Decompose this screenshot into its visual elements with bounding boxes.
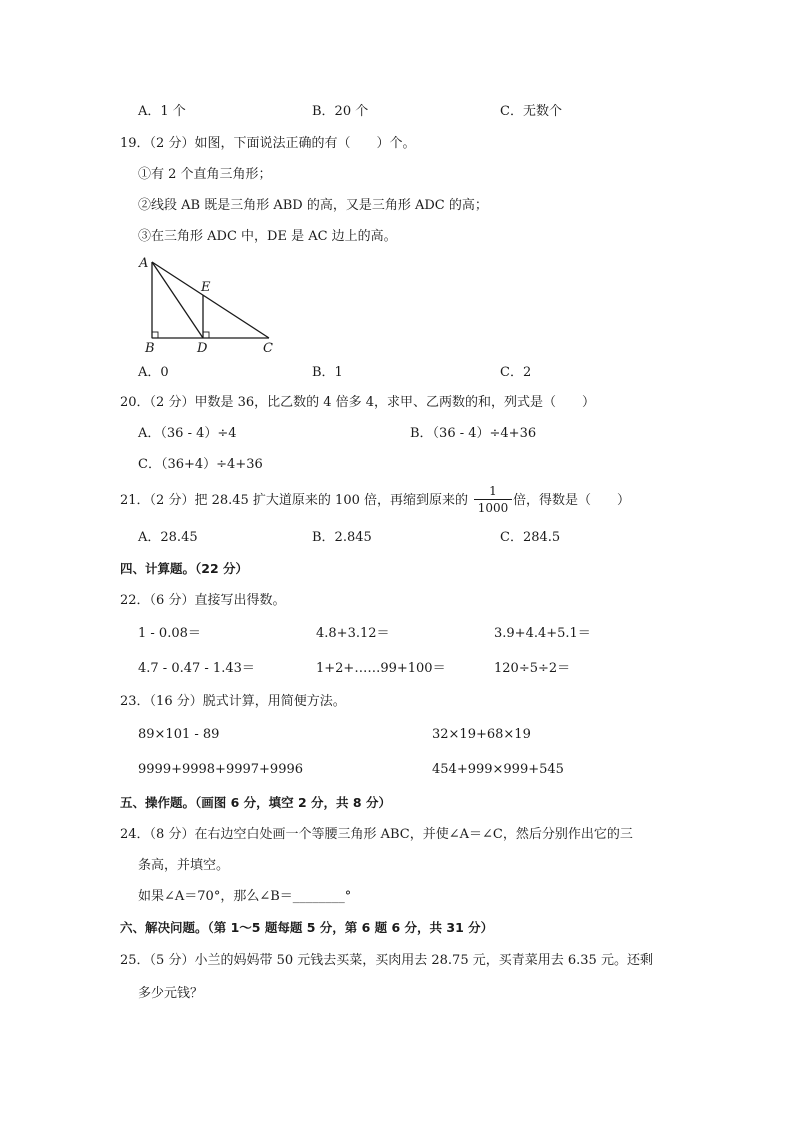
q22-stem: 22．（6 分）直接写出得数。 [120,593,286,608]
q20-option-c: C．（36+4）÷4+36 [138,457,263,472]
q23-item-3: 9999+9998+9997+9996 [138,762,304,777]
q24-line-2: 条高，并填空。 [138,858,230,873]
q23-item-4: 454+999×999+545 [432,762,564,777]
q21-fraction [474,484,512,515]
q22-item-5: 1+2+……99+100＝ [316,661,446,676]
q20-option-b: B．（36 - 4）÷4+36 [410,426,537,441]
q25-line-1: 25．（5 分）小兰的妈妈带 50 元钱去买菜，买肉用去 28.75 元，买青菜用去 6.35 元。还剩 [120,953,653,968]
q19-option-b: B．1 [312,365,343,380]
q19-stem: 19．（2 分）如图，下面说法正确的有（ ）个。 [120,136,416,151]
q19-option-a: A．0 [138,365,169,380]
label-C: C [263,341,273,356]
label-A: A [139,256,149,271]
q21-option-b: B．2.845 [312,530,372,545]
q22-item-3: 3.9+4.4+5.1＝ [494,626,591,641]
q21-stem-before: 21．（2 分）把 28.45 扩大道原来的 100 倍，再缩到原来的 [120,493,469,508]
q20-option-a: A．（36 - 4）÷4 [138,426,237,441]
q18-option-a: A．1 个 [138,104,186,119]
q24-fill-blank: 如果∠A＝70°，那么∠B＝________° [138,889,352,904]
q25-line-2: 多少元钱？ [138,986,204,1001]
q20-stem: 20．（2 分）甲数是 36，比乙数的 4 倍多 4，求甲、乙两数的和，列式是（ ） [120,395,596,410]
q21-option-a: A．28.45 [138,530,198,545]
q21-fraction-denominator: 1000 [477,501,509,515]
q18-option-c: C．无数个 [500,104,562,119]
q22-item-4: 4.7 - 0.47 - 1.43＝ [138,661,255,676]
label-E: E [201,280,211,295]
q21-fraction-bar [474,499,512,500]
section-6-heading: 六、解决问题。（第 1～5 题每题 5 分，第 6 题 6 分，共 31 分） [120,920,494,935]
q23-item-2: 32×19+68×19 [432,727,531,742]
q24-line-1: 24．（8 分）在右边空白处画一个等腰三角形 ABC，并使∠A＝∠C，然后分别作出它的三 [120,827,633,842]
q19-option-c: C．2 [500,365,532,380]
section-4-heading: 四、计算题。（22 分） [120,561,248,576]
section-5-heading: 五、操作题。（画图 6 分，填空 2 分，共 8 分） [120,795,391,810]
q18-option-b: B．20 个 [312,104,369,119]
q19-statement-1: ①有 2 个直角三角形； [138,167,272,182]
label-D: D [197,341,208,356]
q23-stem: 23．（16 分）脱式计算，用简便方法。 [120,694,346,709]
label-B: B [145,341,155,356]
q19-statement-3: ③在三角形 ADC 中，DE 是 AC 边上的高。 [138,229,397,244]
q21-fraction-numerator: 1 [489,484,497,498]
q23-item-1: 89×101 - 89 [138,727,220,742]
q21-stem-after: 倍，得数是（ ） [513,493,631,508]
q22-item-6: 120÷5÷2＝ [494,661,571,676]
q19-triangle-figure [135,252,285,358]
q21-option-c: C．284.5 [500,530,561,545]
q22-item-1: 1 - 0.08＝ [138,626,201,641]
q19-statement-2: ②线段 AB 既是三角形 ABD 的高，又是三角形 ADC 的高； [138,198,488,213]
q22-item-2: 4.8+3.12＝ [316,626,390,641]
